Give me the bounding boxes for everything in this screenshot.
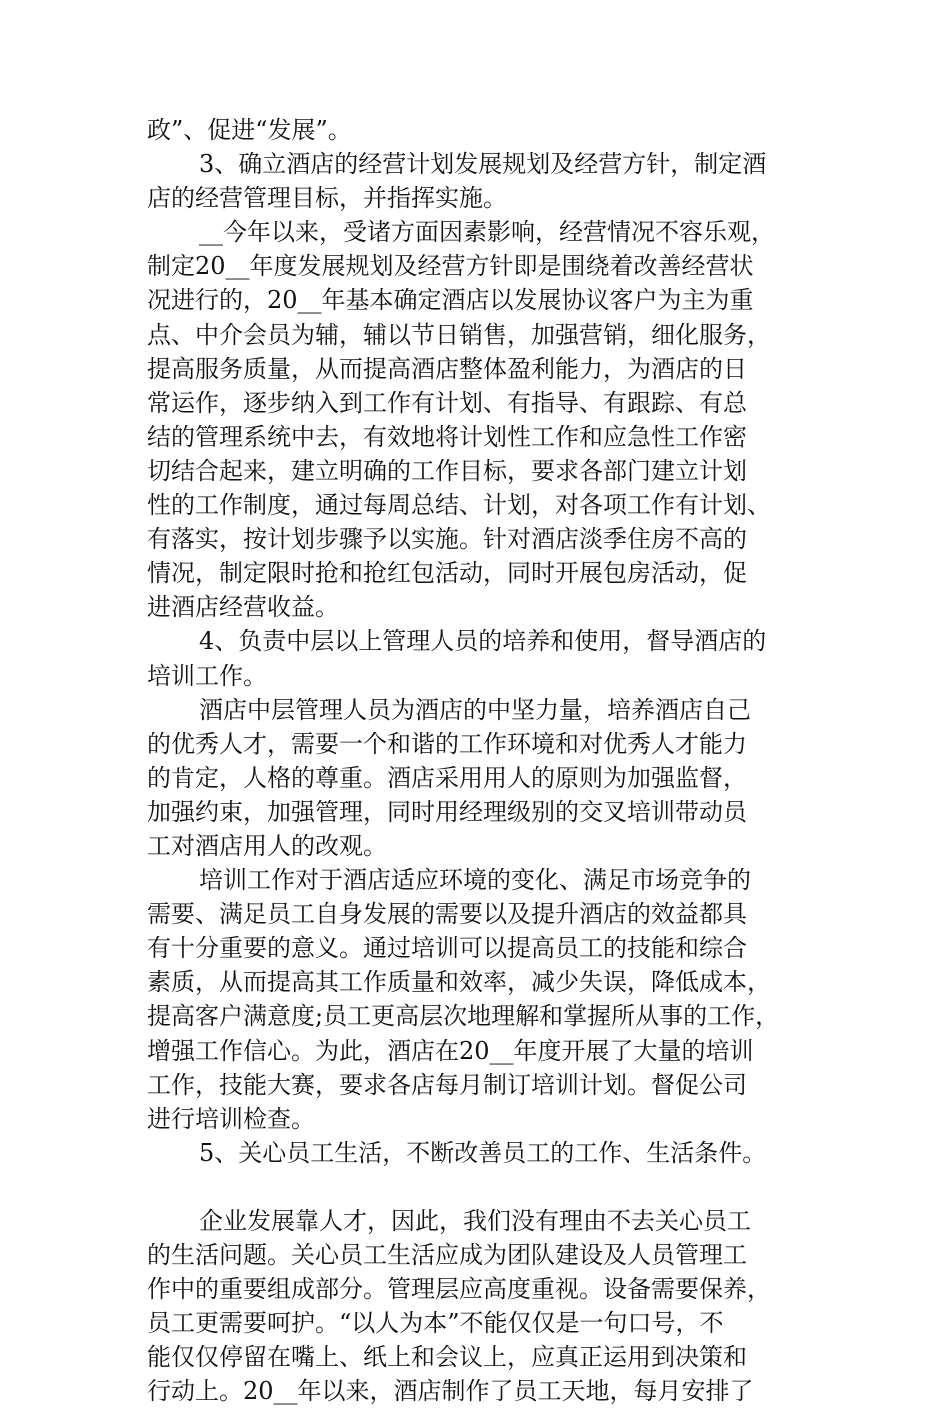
text-line: 制定20__年度发展规划及经营方针即是围绕着改善经营状 (147, 252, 754, 281)
text-line: 切结合起来，建立明确的工作目标，要求各部门建立计划 (147, 456, 747, 485)
text-line: 培训工作。 (147, 661, 267, 690)
text-line: 常运作，逐步纳入到工作有计划、有指导、有跟踪、有总 (147, 388, 747, 417)
document-body (147, 113, 812, 1409)
blank-line (147, 1170, 812, 1204)
text-line: 进酒店经营收益。 (147, 593, 339, 622)
text-line: 行动上。20__年以来，酒店制作了员工天地，每月安排了 (147, 1377, 754, 1406)
text-line: 进行培训检查。 (147, 1104, 315, 1133)
text-line: 培训工作对于酒店适应环境的变化、满足市场竞争的 (199, 866, 751, 895)
text-line: __今年以来，受诸方面因素影响，经营情况不容乐观， (199, 218, 775, 247)
text-line: 企业发展靠人才，因此，我们没有理由不去关心员工 (199, 1207, 751, 1235)
text-line: 况进行的，20__年基本确定酒店以发展协议客户为主为重 (147, 286, 754, 315)
text-line: 提高客户满意度;员工更高层次地理解和掌握所从事的工作， (147, 1002, 780, 1031)
text-line: 酒店中层管理人员为酒店的中坚力量，培养酒店自己 (199, 695, 751, 724)
text-line: 工作，技能大赛，要求各店每月制订培训计划。督促公司 (147, 1070, 747, 1099)
text-line: 店的经营管理目标，并指挥实施。 (147, 184, 507, 213)
text-line: 性的工作制度，通过每周总结、计划，对各项工作有计划、 (147, 491, 771, 520)
text-line: 增强工作信心。为此，酒店在20__年度开展了大量的培训 (147, 1036, 754, 1065)
text-line: 需要、满足员工自身发展的需要以及提升酒店的效益都具 (147, 900, 747, 929)
text-line: 素质，从而提高其工作质量和效率，减少失误，降低成本， (147, 968, 771, 997)
text-line: 加强约束，加强管理，同时用经理级别的交叉培训带动员 (147, 797, 747, 826)
text-line: 情况，制定限时抢和抢红包活动，同时开展包房活动，促 (147, 559, 747, 588)
text-line: 有十分重要的意义。通过培训可以提高员工的技能和综合 (147, 934, 747, 963)
text-line: 员工更需要呵护。“以人为本”不能仅仅是一句口号，不 (147, 1309, 724, 1338)
text-line: 5、关心员工生活，不断改善员工的工作、生活条件。 (199, 1138, 767, 1167)
text-line: 的优秀人才，需要一个和谐的工作环境和对优秀人才能力 (147, 729, 747, 758)
text-line: 的生活问题。关心员工生活应成为团队建设及人员管理工 (147, 1241, 747, 1270)
text-line: 3、确立酒店的经营计划发展规划及经营方针，制定酒 (199, 150, 767, 179)
text-line: 政”、促进“发展”。 (147, 116, 352, 144)
text-line: 工对酒店用人的改观。 (147, 831, 387, 860)
text-line: 提高服务质量，从而提高酒店整体盈利能力，为酒店的日 (147, 354, 747, 383)
text-line: 有落实，按计划步骤予以实施。针对酒店淡季住房不高的 (147, 525, 747, 554)
text-line: 点、中介会员为辅，辅以节日销售，加强营销，细化服务， (147, 320, 771, 349)
text-line: 作中的重要组成部分。管理层应高度重视。设备需要保养， (147, 1275, 771, 1304)
text-line: 结的管理系统中去，有效地将计划性工作和应急性工作密 (147, 422, 747, 451)
text-line: 4、负责中层以上管理人员的培养和使用，督导酒店的 (199, 627, 767, 656)
text-line: 能仅仅停留在嘴上、纸上和会议上，应真正运用到决策和 (147, 1343, 747, 1372)
text-line: 的肯定，人格的尊重。酒店采用用人的原则为加强监督， (147, 763, 747, 792)
